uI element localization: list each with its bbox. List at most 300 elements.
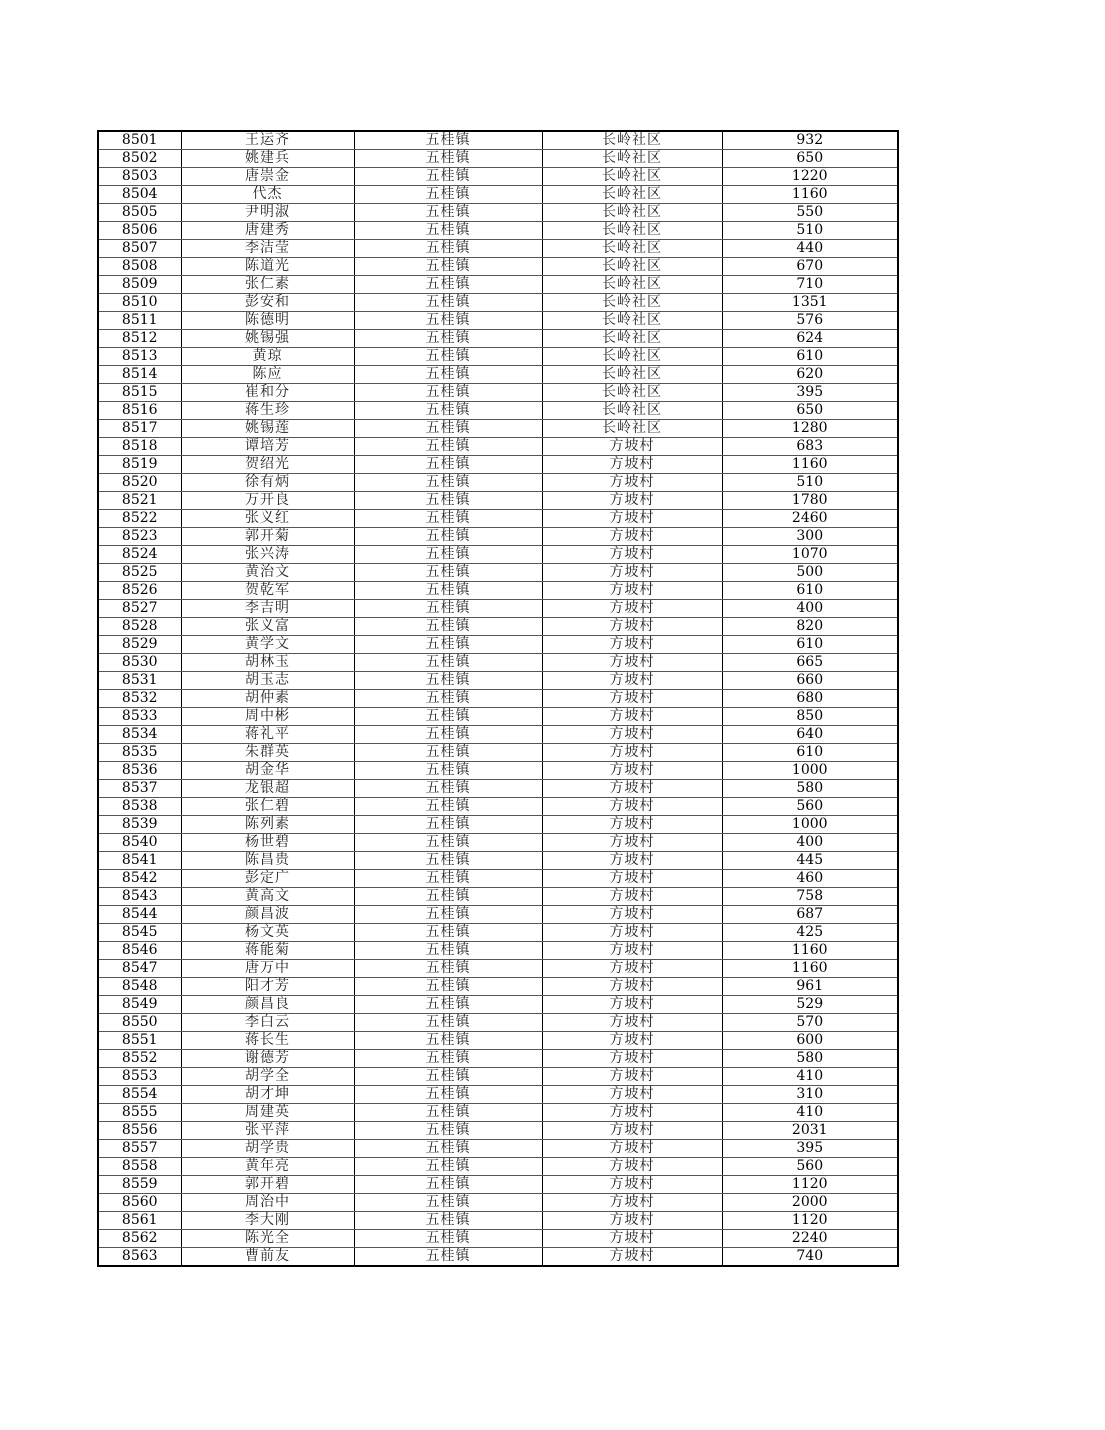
person-name-cell: 张义红: [181, 510, 354, 528]
row-number-cell: 8501: [98, 131, 181, 150]
person-name-cell: 张义富: [181, 618, 354, 636]
town-cell: 五桂镇: [354, 420, 542, 438]
row-number-cell: 8553: [98, 1068, 181, 1086]
data-table: [97, 130, 899, 1267]
row-number-cell: 8544: [98, 906, 181, 924]
amount-cell: 680: [722, 690, 898, 708]
town-cell: 五桂镇: [354, 942, 542, 960]
amount-cell: 610: [722, 636, 898, 654]
amount-cell: 576: [722, 312, 898, 330]
table-row: [98, 1140, 898, 1158]
person-name-cell: 郭开碧: [181, 1176, 354, 1194]
table-row: [98, 1176, 898, 1194]
row-number-cell: 8519: [98, 456, 181, 474]
town-cell: 五桂镇: [354, 330, 542, 348]
row-number-cell: 8514: [98, 366, 181, 384]
row-number-cell: 8547: [98, 960, 181, 978]
row-number-cell: 8505: [98, 204, 181, 222]
row-number-cell: 8510: [98, 294, 181, 312]
amount-cell: 580: [722, 1050, 898, 1068]
amount-cell: 683: [722, 438, 898, 456]
table-row: [98, 618, 898, 636]
person-name-cell: 陈道光: [181, 258, 354, 276]
person-name-cell: 陈光全: [181, 1230, 354, 1248]
amount-cell: 550: [722, 204, 898, 222]
town-cell: 五桂镇: [354, 762, 542, 780]
person-name-cell: 王运齐: [181, 131, 354, 150]
amount-cell: 820: [722, 618, 898, 636]
village-cell: 方坡村: [542, 1194, 722, 1212]
table-row: [98, 150, 898, 168]
table-row: [98, 168, 898, 186]
village-cell: 方坡村: [542, 834, 722, 852]
person-name-cell: 唐万中: [181, 960, 354, 978]
row-number-cell: 8522: [98, 510, 181, 528]
table-row: [98, 960, 898, 978]
table-row: [98, 708, 898, 726]
person-name-cell: 徐有炳: [181, 474, 354, 492]
town-cell: 五桂镇: [354, 618, 542, 636]
person-name-cell: 胡仲素: [181, 690, 354, 708]
village-cell: 长岭社区: [542, 186, 722, 204]
table-row: [98, 852, 898, 870]
village-cell: 方坡村: [542, 906, 722, 924]
village-cell: 长岭社区: [542, 312, 722, 330]
town-cell: 五桂镇: [354, 546, 542, 564]
table-row: [98, 1104, 898, 1122]
amount-cell: 2240: [722, 1230, 898, 1248]
village-cell: 长岭社区: [542, 384, 722, 402]
table-row: [98, 294, 898, 312]
village-cell: 方坡村: [542, 492, 722, 510]
town-cell: 五桂镇: [354, 1194, 542, 1212]
amount-cell: 1280: [722, 420, 898, 438]
amount-cell: 1070: [722, 546, 898, 564]
village-cell: 方坡村: [542, 1086, 722, 1104]
village-cell: 方坡村: [542, 438, 722, 456]
person-name-cell: 张兴涛: [181, 546, 354, 564]
person-name-cell: 周建英: [181, 1104, 354, 1122]
town-cell: 五桂镇: [354, 780, 542, 798]
table-row: [98, 870, 898, 888]
person-name-cell: 杨文英: [181, 924, 354, 942]
person-name-cell: 谢德芳: [181, 1050, 354, 1068]
table-row: [98, 1212, 898, 1230]
town-cell: 五桂镇: [354, 384, 542, 402]
village-cell: 方坡村: [542, 582, 722, 600]
village-cell: 长岭社区: [542, 131, 722, 150]
amount-cell: 610: [722, 744, 898, 762]
row-number-cell: 8521: [98, 492, 181, 510]
row-number-cell: 8554: [98, 1086, 181, 1104]
town-cell: 五桂镇: [354, 564, 542, 582]
person-name-cell: 陈德明: [181, 312, 354, 330]
village-cell: 方坡村: [542, 942, 722, 960]
amount-cell: 665: [722, 654, 898, 672]
table-row: [98, 438, 898, 456]
town-cell: 五桂镇: [354, 798, 542, 816]
amount-cell: 1000: [722, 762, 898, 780]
row-number-cell: 8524: [98, 546, 181, 564]
village-cell: 方坡村: [542, 870, 722, 888]
town-cell: 五桂镇: [354, 906, 542, 924]
town-cell: 五桂镇: [354, 131, 542, 150]
town-cell: 五桂镇: [354, 1050, 542, 1068]
row-number-cell: 8535: [98, 744, 181, 762]
person-name-cell: 李吉明: [181, 600, 354, 618]
amount-cell: 961: [722, 978, 898, 996]
row-number-cell: 8563: [98, 1248, 181, 1267]
amount-cell: 610: [722, 348, 898, 366]
table-row: [98, 510, 898, 528]
row-number-cell: 8523: [98, 528, 181, 546]
table-row: [98, 726, 898, 744]
row-number-cell: 8561: [98, 1212, 181, 1230]
row-number-cell: 8541: [98, 852, 181, 870]
village-cell: 方坡村: [542, 1068, 722, 1086]
row-number-cell: 8542: [98, 870, 181, 888]
person-name-cell: 阳才芳: [181, 978, 354, 996]
village-cell: 方坡村: [542, 996, 722, 1014]
amount-cell: 2031: [722, 1122, 898, 1140]
table-row: [98, 654, 898, 672]
row-number-cell: 8539: [98, 816, 181, 834]
row-number-cell: 8559: [98, 1176, 181, 1194]
table-row: [98, 258, 898, 276]
amount-cell: 410: [722, 1068, 898, 1086]
village-cell: 方坡村: [542, 1140, 722, 1158]
town-cell: 五桂镇: [354, 600, 542, 618]
village-cell: 方坡村: [542, 960, 722, 978]
town-cell: 五桂镇: [354, 474, 542, 492]
table-row: [98, 798, 898, 816]
table-row: [98, 564, 898, 582]
town-cell: 五桂镇: [354, 1014, 542, 1032]
person-name-cell: 谭培芳: [181, 438, 354, 456]
village-cell: 方坡村: [542, 1230, 722, 1248]
town-cell: 五桂镇: [354, 1230, 542, 1248]
row-number-cell: 8507: [98, 240, 181, 258]
town-cell: 五桂镇: [354, 708, 542, 726]
row-number-cell: 8504: [98, 186, 181, 204]
village-cell: 方坡村: [542, 978, 722, 996]
village-cell: 方坡村: [542, 636, 722, 654]
table-row: [98, 780, 898, 798]
amount-cell: 600: [722, 1032, 898, 1050]
row-number-cell: 8525: [98, 564, 181, 582]
table-row: [98, 906, 898, 924]
town-cell: 五桂镇: [354, 996, 542, 1014]
town-cell: 五桂镇: [354, 726, 542, 744]
town-cell: 五桂镇: [354, 204, 542, 222]
amount-cell: 610: [722, 582, 898, 600]
table-row: [98, 1014, 898, 1032]
village-cell: 长岭社区: [542, 330, 722, 348]
person-name-cell: 尹明淑: [181, 204, 354, 222]
amount-cell: 1351: [722, 294, 898, 312]
table-row: [98, 1068, 898, 1086]
village-cell: 方坡村: [542, 798, 722, 816]
person-name-cell: 姚锡强: [181, 330, 354, 348]
person-name-cell: 周治中: [181, 1194, 354, 1212]
village-cell: 长岭社区: [542, 276, 722, 294]
amount-cell: 2000: [722, 1194, 898, 1212]
town-cell: 五桂镇: [354, 402, 542, 420]
village-cell: 长岭社区: [542, 294, 722, 312]
row-number-cell: 8549: [98, 996, 181, 1014]
amount-cell: 580: [722, 780, 898, 798]
row-number-cell: 8513: [98, 348, 181, 366]
town-cell: 五桂镇: [354, 1122, 542, 1140]
village-cell: 长岭社区: [542, 168, 722, 186]
village-cell: 方坡村: [542, 528, 722, 546]
table-row: [98, 1086, 898, 1104]
amount-cell: 1160: [722, 960, 898, 978]
amount-cell: 650: [722, 402, 898, 420]
person-name-cell: 颜昌波: [181, 906, 354, 924]
amount-cell: 2460: [722, 510, 898, 528]
amount-cell: 425: [722, 924, 898, 942]
row-number-cell: 8508: [98, 258, 181, 276]
row-number-cell: 8528: [98, 618, 181, 636]
town-cell: 五桂镇: [354, 186, 542, 204]
amount-cell: 1220: [722, 168, 898, 186]
table-row: [98, 1032, 898, 1050]
table-row: [98, 330, 898, 348]
table-row: [98, 384, 898, 402]
amount-cell: 650: [722, 150, 898, 168]
village-cell: 长岭社区: [542, 222, 722, 240]
village-cell: 长岭社区: [542, 240, 722, 258]
village-cell: 方坡村: [542, 690, 722, 708]
town-cell: 五桂镇: [354, 1104, 542, 1122]
amount-cell: 445: [722, 852, 898, 870]
village-cell: 长岭社区: [542, 348, 722, 366]
person-name-cell: 张仁碧: [181, 798, 354, 816]
amount-cell: 310: [722, 1086, 898, 1104]
amount-cell: 560: [722, 798, 898, 816]
town-cell: 五桂镇: [354, 510, 542, 528]
amount-cell: 1000: [722, 816, 898, 834]
town-cell: 五桂镇: [354, 168, 542, 186]
table-row: [98, 636, 898, 654]
amount-cell: 400: [722, 834, 898, 852]
row-number-cell: 8527: [98, 600, 181, 618]
table-row: [98, 240, 898, 258]
village-cell: 方坡村: [542, 1122, 722, 1140]
row-number-cell: 8552: [98, 1050, 181, 1068]
table-row: [98, 186, 898, 204]
row-number-cell: 8520: [98, 474, 181, 492]
person-name-cell: 蒋礼平: [181, 726, 354, 744]
person-name-cell: 彭定广: [181, 870, 354, 888]
person-name-cell: 黄治文: [181, 564, 354, 582]
person-name-cell: 唐崇金: [181, 168, 354, 186]
person-name-cell: 姚建兵: [181, 150, 354, 168]
table-row: [98, 1158, 898, 1176]
row-number-cell: 8557: [98, 1140, 181, 1158]
row-number-cell: 8562: [98, 1230, 181, 1248]
person-name-cell: 颜昌良: [181, 996, 354, 1014]
person-name-cell: 黄琼: [181, 348, 354, 366]
amount-cell: 620: [722, 366, 898, 384]
table-row: [98, 474, 898, 492]
table-row: [98, 420, 898, 438]
table-row: [98, 996, 898, 1014]
table-row: [98, 1194, 898, 1212]
amount-cell: 510: [722, 222, 898, 240]
village-cell: 方坡村: [542, 456, 722, 474]
person-name-cell: 李洁莹: [181, 240, 354, 258]
village-cell: 方坡村: [542, 726, 722, 744]
person-name-cell: 蒋生珍: [181, 402, 354, 420]
table-row: [98, 600, 898, 618]
person-name-cell: 唐建秀: [181, 222, 354, 240]
table-row: [98, 204, 898, 222]
town-cell: 五桂镇: [354, 744, 542, 762]
row-number-cell: 8515: [98, 384, 181, 402]
town-cell: 五桂镇: [354, 978, 542, 996]
town-cell: 五桂镇: [354, 870, 542, 888]
person-name-cell: 代杰: [181, 186, 354, 204]
town-cell: 五桂镇: [354, 654, 542, 672]
person-name-cell: 陈昌贵: [181, 852, 354, 870]
row-number-cell: 8531: [98, 672, 181, 690]
person-name-cell: 彭安和: [181, 294, 354, 312]
table-row: [98, 834, 898, 852]
table-row: [98, 762, 898, 780]
table-row: [98, 528, 898, 546]
village-cell: 方坡村: [542, 708, 722, 726]
person-name-cell: 崔和分: [181, 384, 354, 402]
town-cell: 五桂镇: [354, 960, 542, 978]
row-number-cell: 8550: [98, 1014, 181, 1032]
row-number-cell: 8543: [98, 888, 181, 906]
table-row: [98, 276, 898, 294]
town-cell: 五桂镇: [354, 816, 542, 834]
town-cell: 五桂镇: [354, 528, 542, 546]
town-cell: 五桂镇: [354, 1032, 542, 1050]
village-cell: 方坡村: [542, 1104, 722, 1122]
amount-cell: 640: [722, 726, 898, 744]
amount-cell: 850: [722, 708, 898, 726]
row-number-cell: 8556: [98, 1122, 181, 1140]
table-row: [98, 888, 898, 906]
table-row: [98, 1050, 898, 1068]
amount-cell: 1780: [722, 492, 898, 510]
amount-cell: 710: [722, 276, 898, 294]
person-name-cell: 李大刚: [181, 1212, 354, 1230]
village-cell: 方坡村: [542, 780, 722, 798]
person-name-cell: 胡金华: [181, 762, 354, 780]
row-number-cell: 8551: [98, 1032, 181, 1050]
row-number-cell: 8532: [98, 690, 181, 708]
person-name-cell: 胡学贵: [181, 1140, 354, 1158]
row-number-cell: 8530: [98, 654, 181, 672]
town-cell: 五桂镇: [354, 924, 542, 942]
table-row: [98, 456, 898, 474]
row-number-cell: 8548: [98, 978, 181, 996]
amount-cell: 300: [722, 528, 898, 546]
village-cell: 方坡村: [542, 618, 722, 636]
amount-cell: 395: [722, 1140, 898, 1158]
amount-cell: 932: [722, 131, 898, 150]
village-cell: 方坡村: [542, 852, 722, 870]
amount-cell: 758: [722, 888, 898, 906]
person-name-cell: 万开良: [181, 492, 354, 510]
person-name-cell: 张平萍: [181, 1122, 354, 1140]
town-cell: 五桂镇: [354, 852, 542, 870]
person-name-cell: 胡林玉: [181, 654, 354, 672]
village-cell: 方坡村: [542, 474, 722, 492]
town-cell: 五桂镇: [354, 1086, 542, 1104]
amount-cell: 1120: [722, 1212, 898, 1230]
amount-cell: 624: [722, 330, 898, 348]
row-number-cell: 8537: [98, 780, 181, 798]
amount-cell: 529: [722, 996, 898, 1014]
amount-cell: 660: [722, 672, 898, 690]
row-number-cell: 8526: [98, 582, 181, 600]
village-cell: 长岭社区: [542, 150, 722, 168]
village-cell: 长岭社区: [542, 204, 722, 222]
village-cell: 方坡村: [542, 744, 722, 762]
village-cell: 方坡村: [542, 1212, 722, 1230]
amount-cell: 1160: [722, 186, 898, 204]
table-row: [98, 348, 898, 366]
village-cell: 方坡村: [542, 816, 722, 834]
row-number-cell: 8560: [98, 1194, 181, 1212]
town-cell: 五桂镇: [354, 1068, 542, 1086]
town-cell: 五桂镇: [354, 636, 542, 654]
town-cell: 五桂镇: [354, 348, 542, 366]
table-row: [98, 312, 898, 330]
row-number-cell: 8538: [98, 798, 181, 816]
person-name-cell: 黄学文: [181, 636, 354, 654]
town-cell: 五桂镇: [354, 1140, 542, 1158]
person-name-cell: 胡玉志: [181, 672, 354, 690]
village-cell: 方坡村: [542, 510, 722, 528]
person-name-cell: 黄高文: [181, 888, 354, 906]
amount-cell: 560: [722, 1158, 898, 1176]
row-number-cell: 8503: [98, 168, 181, 186]
town-cell: 五桂镇: [354, 1212, 542, 1230]
person-name-cell: 张仁素: [181, 276, 354, 294]
town-cell: 五桂镇: [354, 672, 542, 690]
row-number-cell: 8540: [98, 834, 181, 852]
row-number-cell: 8533: [98, 708, 181, 726]
town-cell: 五桂镇: [354, 1248, 542, 1267]
person-name-cell: 胡学全: [181, 1068, 354, 1086]
amount-cell: 740: [722, 1248, 898, 1267]
row-number-cell: 8536: [98, 762, 181, 780]
village-cell: 长岭社区: [542, 420, 722, 438]
village-cell: 方坡村: [542, 600, 722, 618]
person-name-cell: 郭开菊: [181, 528, 354, 546]
table-row: [98, 546, 898, 564]
amount-cell: 395: [722, 384, 898, 402]
table-row: [98, 744, 898, 762]
person-name-cell: 黄年亮: [181, 1158, 354, 1176]
amount-cell: 440: [722, 240, 898, 258]
table-row: [98, 924, 898, 942]
amount-cell: 687: [722, 906, 898, 924]
village-cell: 方坡村: [542, 654, 722, 672]
person-name-cell: 贺乾军: [181, 582, 354, 600]
person-name-cell: 陈应: [181, 366, 354, 384]
amount-cell: 410: [722, 1104, 898, 1122]
village-cell: 方坡村: [542, 888, 722, 906]
village-cell: 方坡村: [542, 1248, 722, 1267]
